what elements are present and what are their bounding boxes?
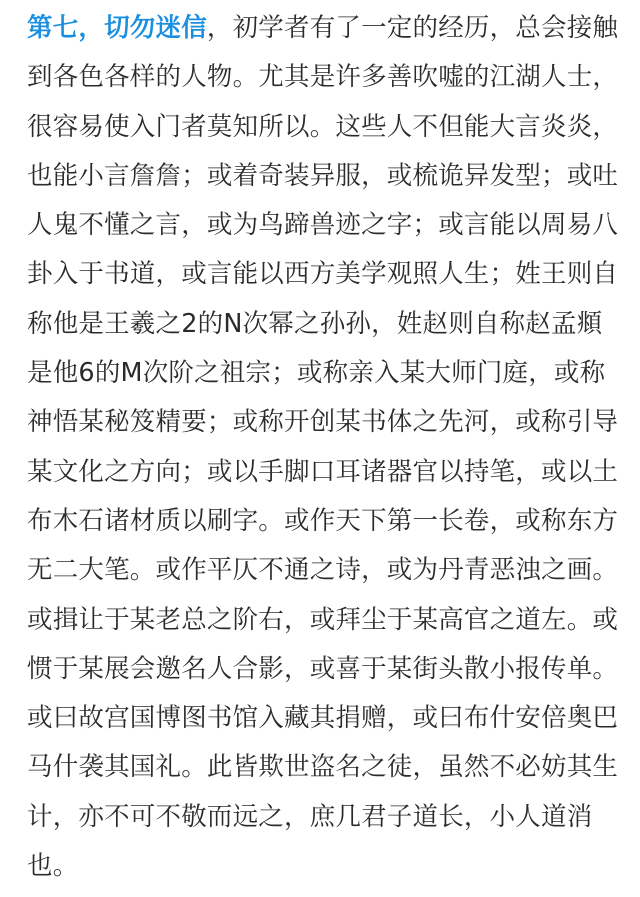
text-line: 某文化之方向；或以手脚口耳诸器官以持笔，或以土	[27, 456, 619, 487]
text-line: 是他6的M次阶之祖宗；或称亲入某大师门庭，或称	[27, 358, 606, 389]
text-line: 卦入于书道，或言能以西方美学观照人生；姓王则自	[27, 259, 619, 290]
text-line: 计，亦不可不敬而远之，庶几君子道长，小人道消	[27, 801, 593, 832]
text-line: 或揖让于某老总之阶右，或拜尘于某高官之道左。或	[27, 604, 619, 635]
text-line: 无二大笔。或作平仄不通之诗，或为丹青恶浊之画。	[27, 555, 619, 586]
line-text: ，初学者有了一定的经历，总会接触	[206, 13, 619, 43]
text-line: 惯于某展会邀名人合影，或喜于某街头散小报传单。	[27, 653, 619, 684]
section-heading: 第七，切勿迷信	[27, 13, 207, 43]
text-line: 也能小言詹詹；或着奇装异服，或梳诡异发型；或吐	[27, 160, 619, 191]
text-line: 很容易使入门者莫知所以。这些人不但能大言炎炎，	[27, 111, 619, 142]
text-line: 也。	[27, 851, 79, 882]
text-line: 神悟某秘笈精要；或称开创某书体之先河，或称引导	[27, 407, 619, 438]
text-line: 或曰故宫国博图书馆入藏其捐赠，或曰布什安倍奥巴	[27, 703, 619, 734]
text-line: 人鬼不懂之言，或为鸟蹄兽迹之字；或言能以周易八	[27, 210, 619, 241]
text-line: 马什袭其国礼。此皆欺世盗名之徒，虽然不必妨其生	[27, 752, 619, 783]
text-line: 称他是王羲之2的N次幂之孙孙，姓赵则自称赵孟頫	[27, 308, 603, 339]
text-line: 到各色各样的人物。尤其是许多善吹嘘的江湖人士，	[27, 62, 619, 93]
text-line: 布木石诸材质以刷字。或作天下第一长卷，或称东方	[27, 505, 619, 536]
text-line	[27, 10, 617, 59]
article-paragraph	[27, 10, 617, 897]
